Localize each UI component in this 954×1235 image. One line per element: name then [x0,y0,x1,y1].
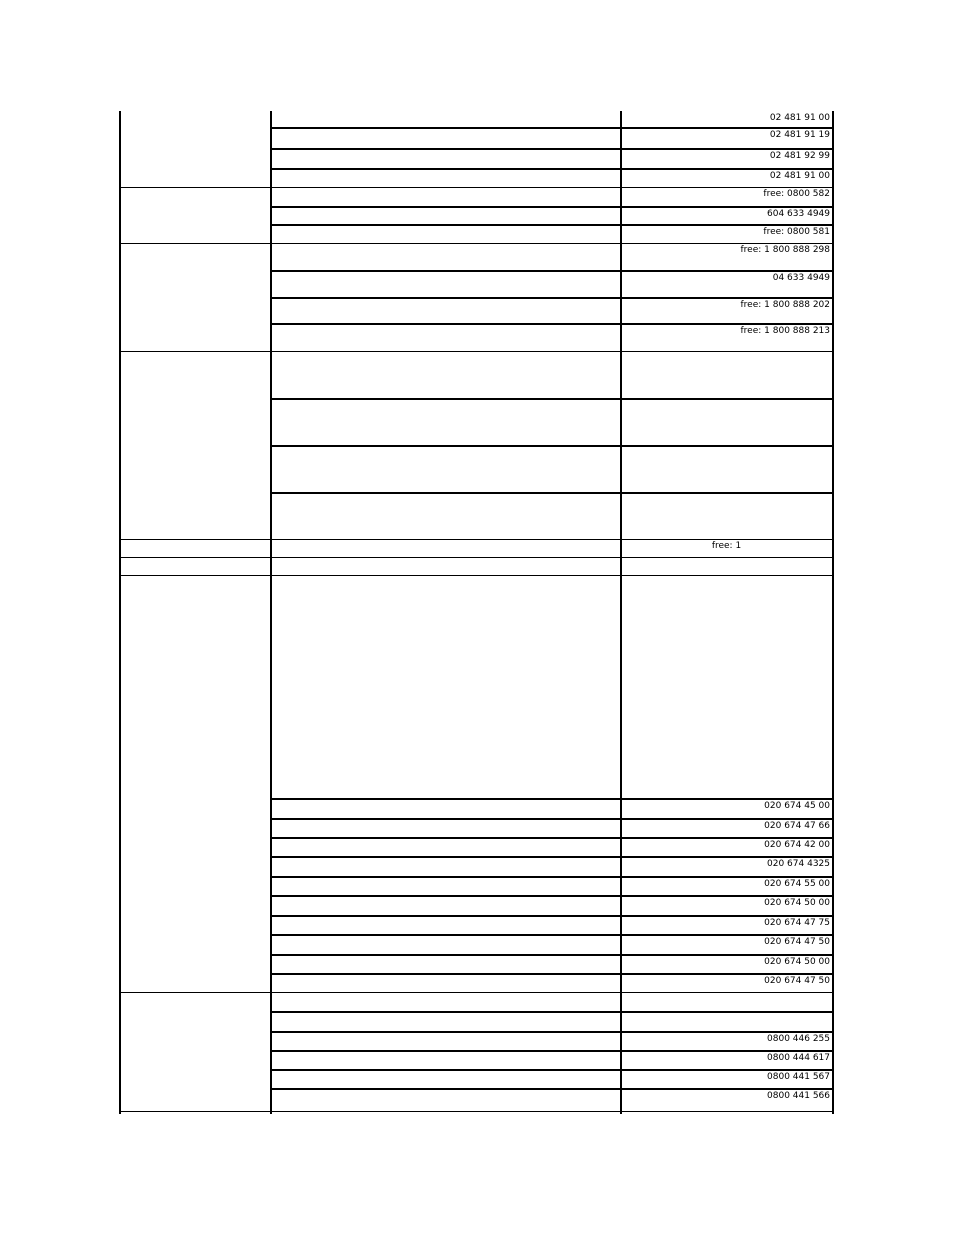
column-divider-2 [620,111,622,1114]
row-separator [270,856,622,858]
row-separator [270,351,622,352]
row-separator [620,934,834,936]
row-separator [270,127,622,129]
row-separator [620,270,834,272]
row-separator [620,398,834,400]
row-separator [270,206,622,208]
phone-number-cell: free: 1 800 888 202 [740,300,830,310]
row-separator [620,992,834,993]
group-separator [119,243,271,244]
row-separator [270,973,622,975]
row-separator [620,148,834,150]
phone-number-cell: 020 674 50 00 [764,898,830,908]
row-separator [270,243,622,244]
row-separator [270,818,622,820]
row-separator [620,206,834,208]
row-separator [620,973,834,975]
row-separator [620,1111,834,1112]
row-separator [620,915,834,917]
group-separator [119,557,271,558]
row-separator [620,127,834,129]
row-separator [620,1011,834,1013]
row-separator [620,1031,834,1033]
row-separator [620,539,834,540]
row-separator [620,818,834,820]
row-separator [270,323,622,325]
row-separator [270,1031,622,1033]
row-separator [620,297,834,299]
row-separator [620,798,834,800]
row-separator [270,954,622,956]
row-separator [620,168,834,170]
phone-number-cell: 02 481 91 00 [769,113,830,123]
row-separator [270,539,622,540]
phone-number-cell: 02 481 91 00 [769,171,830,181]
row-separator [620,492,834,494]
row-separator [270,398,622,400]
row-separator [620,856,834,858]
row-separator [620,954,834,956]
phone-number-cell: 02 481 91 19 [769,130,830,140]
row-separator [270,1111,622,1112]
row-separator [270,270,622,272]
group-separator [119,575,271,576]
row-separator [270,915,622,917]
group-separator [119,351,271,352]
row-separator [270,895,622,897]
phone-number-cell: 020 674 55 00 [764,879,830,889]
row-separator [270,798,622,800]
row-separator [270,1050,622,1052]
phone-number-cell: 020 674 45 00 [764,801,830,811]
phone-number-cell: 020 674 47 75 [764,918,830,928]
row-separator [620,445,834,447]
row-separator [270,1088,622,1090]
phone-number-cell: 0800 441 567 [767,1072,830,1082]
phone-number-cell: free: 0800 582 [763,189,830,199]
phone-number-cell: 0800 444 617 [767,1053,830,1063]
table-left-border [119,111,121,1114]
row-separator [620,323,834,325]
row-separator [270,1069,622,1071]
row-separator [270,224,622,226]
row-separator [620,224,834,226]
row-separator [270,992,622,993]
phone-number-cell: 020 674 4325 [767,859,830,869]
group-separator [119,992,271,993]
phone-number-cell: 0800 446 255 [767,1034,830,1044]
row-separator [270,168,622,170]
phone-number-cell: 020 674 50 00 [764,957,830,967]
phone-number-cell: 02 481 92 99 [769,151,830,161]
row-separator [270,575,622,576]
row-separator [270,187,622,188]
phone-number-cell: 020 674 47 50 [764,937,830,947]
phone-number-cell: 020 674 42 00 [764,840,830,850]
phone-number-cell: 020 674 47 66 [764,821,830,831]
row-separator [620,837,834,839]
row-separator [270,1011,622,1013]
row-separator [270,837,622,839]
group-separator [119,187,271,188]
row-separator [270,297,622,299]
table-right-border [832,111,834,1114]
row-separator [270,876,622,878]
group-separator [119,539,271,540]
row-separator [620,187,834,188]
phone-number-cell: free: 1 [711,541,742,551]
row-separator [620,351,834,352]
column-divider-1 [270,111,272,1114]
row-separator [270,557,622,558]
row-separator [270,148,622,150]
phone-number-cell: 604 633 4949 [767,209,830,219]
row-separator [620,243,834,244]
row-separator [620,1088,834,1090]
phone-number-cell: 0800 441 566 [767,1091,830,1101]
phone-number-cell: free: 0800 581 [763,227,830,237]
row-separator [620,1050,834,1052]
phone-number-cell: 04 633 4949 [772,273,830,283]
phone-number-cell: free: 1 800 888 213 [740,326,830,336]
row-separator [270,445,622,447]
row-separator [620,557,834,558]
phone-number-cell: 020 674 47 50 [764,976,830,986]
row-separator [620,876,834,878]
group-separator [119,1111,271,1112]
row-separator [620,895,834,897]
phone-number-cell: free: 1 800 888 298 [740,245,830,255]
row-separator [620,575,834,576]
row-separator [270,934,622,936]
row-separator [620,1069,834,1071]
row-separator [270,492,622,494]
